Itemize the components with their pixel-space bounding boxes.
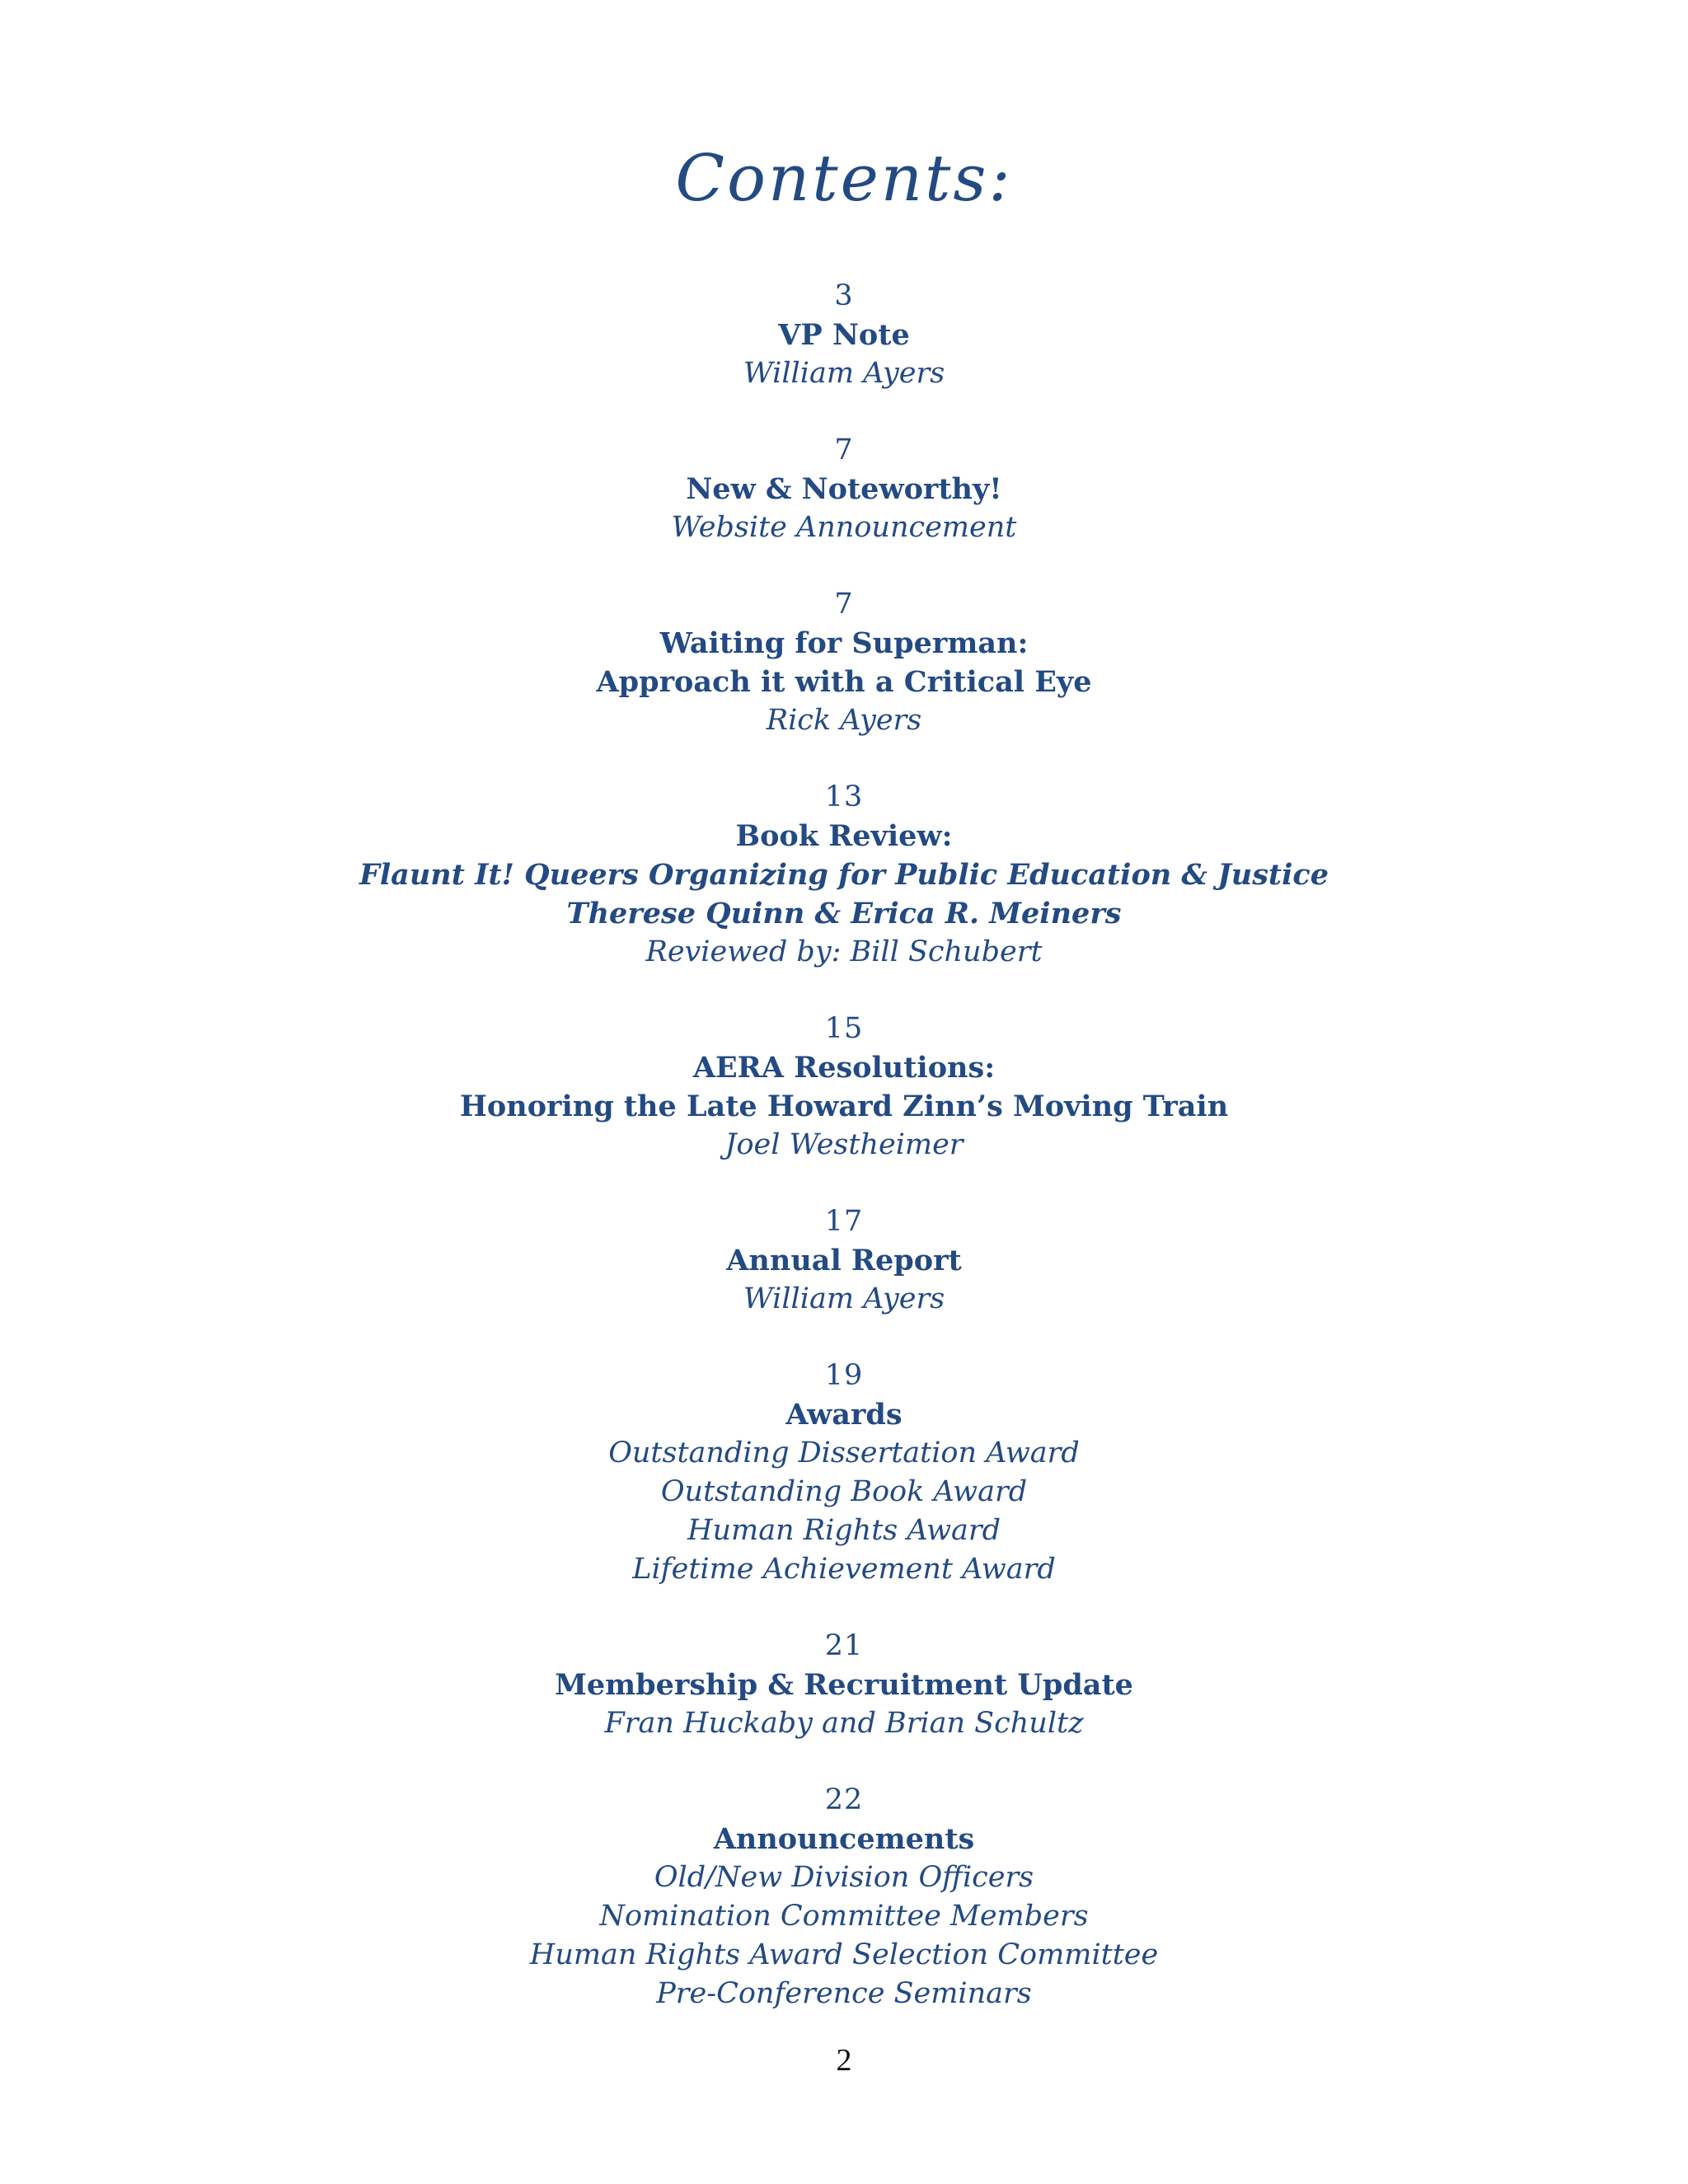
- contents-entry: [0, 585, 1688, 740]
- entry-page-number: 22: [824, 1783, 864, 1816]
- page-number: 2: [836, 2043, 852, 2078]
- contents-list: [0, 277, 1688, 2051]
- entry-subtitle: Reviewed by: Bill Schubert: [645, 935, 1043, 968]
- entry-subtitle: Old/New Division Officers: [654, 1861, 1034, 1894]
- entry-page-number: 13: [824, 780, 864, 813]
- entry-page-number: 7: [834, 434, 854, 466]
- entry-page-number: 3: [834, 279, 854, 312]
- entry-heading: Announcements: [713, 1822, 975, 1856]
- entry-subtitle: William Ayers: [743, 357, 945, 390]
- entry-page-number: 7: [834, 588, 854, 621]
- contents-entry: [0, 1627, 1688, 1743]
- entry-subtitle: Nomination Committee Members: [599, 1900, 1089, 1933]
- entry-heading: Waiting for Superman:: [659, 626, 1029, 660]
- entry-subtitle: William Ayers: [743, 1282, 945, 1315]
- entry-subtitle: Human Rights Award Selection Committee: [529, 1938, 1159, 1971]
- entry-book-title: Therese Quinn & Erica R. Meiners: [566, 897, 1122, 930]
- entry-page-number: 21: [824, 1629, 864, 1662]
- contents-entry: [0, 277, 1688, 393]
- contents-entry: [0, 1202, 1688, 1319]
- entry-subtitle: Rick Ayers: [766, 704, 922, 737]
- entry-heading: Honoring the Late Howard Zinn’s Moving Train: [459, 1090, 1229, 1123]
- contents-entry: [0, 778, 1688, 972]
- entry-page-number: 19: [824, 1359, 864, 1392]
- entry-heading: Annual Report: [726, 1244, 962, 1277]
- entry-subtitle: Outstanding Book Award: [660, 1475, 1028, 1508]
- entry-heading: Approach it with a Critical Eye: [596, 665, 1092, 699]
- entry-subtitle: Fran Huckaby and Brian Schultz: [604, 1707, 1084, 1740]
- entry-heading: AERA Resolutions:: [692, 1051, 996, 1085]
- entry-subtitle: Lifetime Achievement Award: [632, 1553, 1056, 1586]
- entry-heading: Membership & Recruitment Update: [555, 1668, 1133, 1702]
- entry-page-number: 17: [824, 1205, 864, 1238]
- entry-heading: Book Review:: [735, 819, 953, 853]
- contents-entry: [0, 1010, 1688, 1165]
- entry-book-title: Flaunt It! Queers Organizing for Public Education & Justice: [359, 858, 1329, 892]
- contents-entry: [0, 1357, 1688, 1589]
- entry-page-number: 15: [824, 1012, 864, 1045]
- contents-entry: [0, 431, 1688, 547]
- entry-subtitle: Pre-Conference Seminars: [656, 1977, 1032, 2010]
- contents-entry: [0, 1781, 1688, 2013]
- entry-subtitle: Human Rights Award: [687, 1514, 1001, 1547]
- entry-heading: VP Note: [778, 318, 910, 352]
- entry-subtitle: Joel Westheimer: [724, 1128, 964, 1161]
- page-title: Contents:: [675, 142, 1013, 216]
- entry-subtitle: Outstanding Dissertation Award: [608, 1436, 1080, 1469]
- entry-subtitle: Website Announcement: [671, 511, 1017, 544]
- entry-heading: New & Noteworthy!: [686, 472, 1002, 506]
- entry-heading: Awards: [785, 1398, 903, 1432]
